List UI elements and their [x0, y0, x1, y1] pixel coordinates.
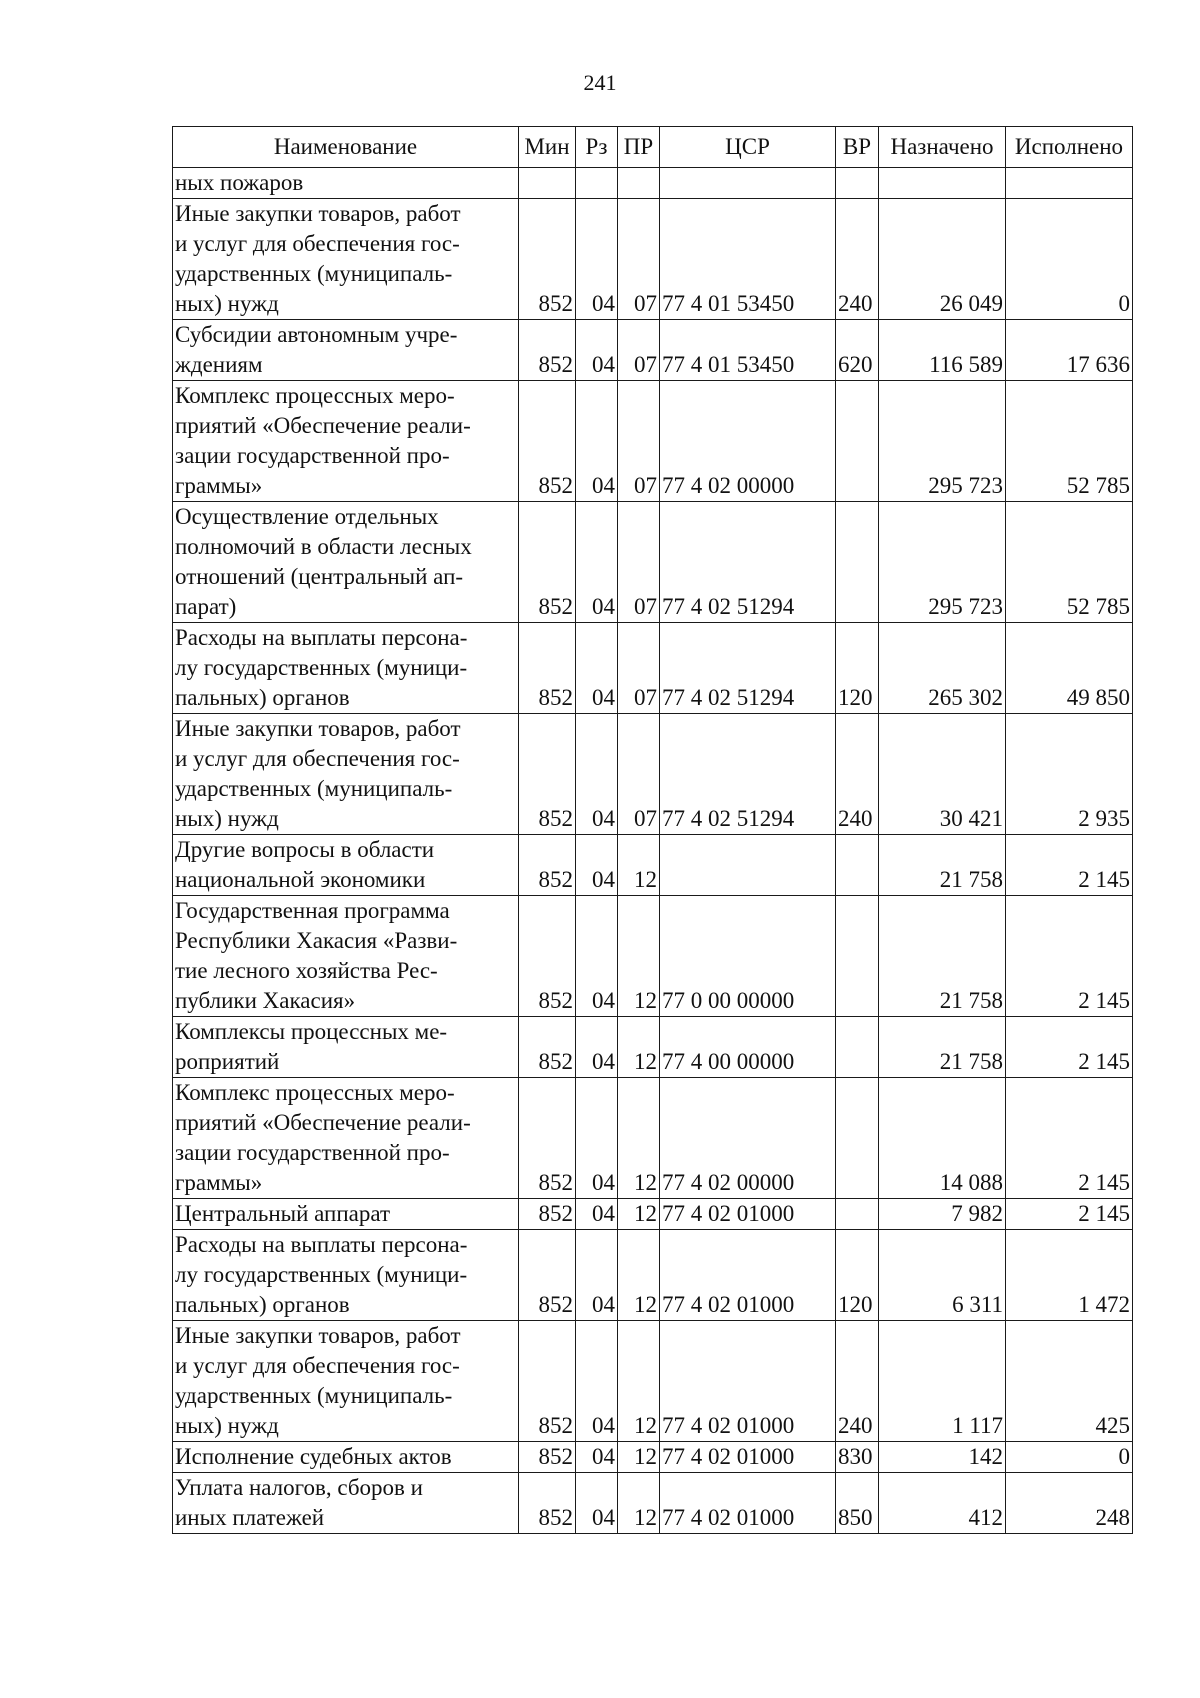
cell-vr: 240	[836, 1321, 879, 1442]
cell-csr: 77 4 02 00000	[660, 381, 836, 502]
cell-min: 852	[519, 714, 576, 835]
cell-csr: 77 4 02 51294	[660, 714, 836, 835]
cell-executed: 0	[1006, 1442, 1133, 1473]
table-row	[173, 1321, 1133, 1442]
cell-vr	[836, 168, 879, 199]
cell-assigned: 116 589	[879, 320, 1006, 381]
cell-name: Осуществление отдельных полномочий в области лесных отношений (центральный ап- парат)	[173, 502, 519, 623]
cell-vr: 240	[836, 199, 879, 320]
cell-executed: 52 785	[1006, 502, 1133, 623]
cell-executed: 49 850	[1006, 623, 1133, 714]
cell-assigned: 21 758	[879, 896, 1006, 1017]
cell-assigned: 6 311	[879, 1230, 1006, 1321]
cell-pr: 12	[618, 835, 660, 896]
cell-min: 852	[519, 896, 576, 1017]
cell-rz: 04	[576, 1442, 618, 1473]
cell-min	[519, 168, 576, 199]
cell-min: 852	[519, 835, 576, 896]
table-row	[173, 835, 1133, 896]
cell-rz: 04	[576, 1078, 618, 1199]
table-row	[173, 199, 1133, 320]
table-row	[173, 714, 1133, 835]
cell-pr: 07	[618, 502, 660, 623]
cell-executed: 17 636	[1006, 320, 1133, 381]
cell-pr	[618, 168, 660, 199]
cell-assigned: 295 723	[879, 381, 1006, 502]
cell-vr	[836, 1078, 879, 1199]
cell-rz: 04	[576, 320, 618, 381]
cell-name: Уплата налогов, сборов и иных платежей	[173, 1473, 519, 1534]
cell-vr	[836, 1017, 879, 1078]
cell-pr: 07	[618, 381, 660, 502]
cell-vr: 830	[836, 1442, 879, 1473]
cell-min: 852	[519, 1442, 576, 1473]
cell-min: 852	[519, 320, 576, 381]
cell-min: 852	[519, 1473, 576, 1534]
cell-executed: 2 935	[1006, 714, 1133, 835]
cell-name: Другие вопросы в области национальной экономики	[173, 835, 519, 896]
cell-min: 852	[519, 1017, 576, 1078]
cell-csr: 77 4 02 01000	[660, 1473, 836, 1534]
cell-name: Исполнение судебных актов	[173, 1442, 519, 1473]
cell-executed: 0	[1006, 199, 1133, 320]
cell-pr: 12	[618, 1017, 660, 1078]
cell-pr: 07	[618, 199, 660, 320]
cell-assigned: 142	[879, 1442, 1006, 1473]
cell-csr	[660, 168, 836, 199]
cell-name: Иные закупки товаров, работ и услуг для обеспечения гос- ударственных (муниципаль- ных) нужд	[173, 1321, 519, 1442]
page-number: 241	[583, 70, 617, 95]
cell-assigned: 21 758	[879, 1017, 1006, 1078]
cell-name: Комплекс процессных меро- приятий «Обеспечение реали- зации государственной про- граммы»	[173, 1078, 519, 1199]
header-csr: ЦСР	[660, 127, 836, 168]
header-pr: ПР	[618, 127, 660, 168]
cell-pr: 07	[618, 320, 660, 381]
header-min: Мин	[519, 127, 576, 168]
cell-assigned: 1 117	[879, 1321, 1006, 1442]
cell-name: Иные закупки товаров, работ и услуг для обеспечения гос- ударственных (муниципаль- ных) нужд	[173, 714, 519, 835]
cell-min: 852	[519, 1078, 576, 1199]
cell-assigned: 30 421	[879, 714, 1006, 835]
cell-min: 852	[519, 381, 576, 502]
cell-vr	[836, 502, 879, 623]
cell-rz: 04	[576, 1017, 618, 1078]
header-rz: Рз	[576, 127, 618, 168]
cell-min: 852	[519, 1199, 576, 1230]
budget-table	[172, 126, 1133, 1534]
cell-name: Комплекс процессных меро- приятий «Обеспечение реали- зации государственной про- граммы»	[173, 381, 519, 502]
cell-csr: 77 4 01 53450	[660, 320, 836, 381]
header-name: Наименование	[173, 127, 519, 168]
cell-rz: 04	[576, 1199, 618, 1230]
cell-assigned	[879, 168, 1006, 199]
cell-rz: 04	[576, 714, 618, 835]
cell-vr	[836, 1199, 879, 1230]
table-row	[173, 1230, 1133, 1321]
cell-pr: 12	[618, 1230, 660, 1321]
cell-pr: 12	[618, 1199, 660, 1230]
cell-assigned: 412	[879, 1473, 1006, 1534]
cell-csr: 77 4 02 01000	[660, 1199, 836, 1230]
cell-rz: 04	[576, 1230, 618, 1321]
header-executed: Исполнено	[1006, 127, 1133, 168]
table-row	[173, 1199, 1133, 1230]
cell-pr: 07	[618, 714, 660, 835]
cell-vr: 120	[836, 1230, 879, 1321]
cell-rz	[576, 168, 618, 199]
table-row	[173, 381, 1133, 502]
cell-csr: 77 4 02 51294	[660, 502, 836, 623]
table-row	[173, 1078, 1133, 1199]
cell-csr: 77 4 02 01000	[660, 1230, 836, 1321]
cell-assigned: 21 758	[879, 835, 1006, 896]
cell-pr: 12	[618, 1078, 660, 1199]
cell-rz: 04	[576, 623, 618, 714]
cell-min: 852	[519, 199, 576, 320]
cell-name: Субсидии автономным учре- ждениям	[173, 320, 519, 381]
cell-assigned: 265 302	[879, 623, 1006, 714]
cell-min: 852	[519, 1230, 576, 1321]
cell-min: 852	[519, 1321, 576, 1442]
cell-csr: 77 4 02 01000	[660, 1442, 836, 1473]
cell-pr: 12	[618, 896, 660, 1017]
cell-min: 852	[519, 502, 576, 623]
cell-rz: 04	[576, 381, 618, 502]
cell-vr: 240	[836, 714, 879, 835]
cell-executed	[1006, 168, 1133, 199]
cell-pr: 07	[618, 623, 660, 714]
cell-assigned: 14 088	[879, 1078, 1006, 1199]
cell-executed: 2 145	[1006, 835, 1133, 896]
table-header-row	[173, 127, 1133, 168]
header-assigned: Назначено	[879, 127, 1006, 168]
cell-name: Государственная программа Республики Хакасия «Разви- тие лесного хозяйства Рес- публики Хакасия»	[173, 896, 519, 1017]
cell-csr: 77 4 02 00000	[660, 1078, 836, 1199]
table-row	[173, 502, 1133, 623]
cell-executed: 2 145	[1006, 1017, 1133, 1078]
cell-executed: 248	[1006, 1473, 1133, 1534]
cell-rz: 04	[576, 199, 618, 320]
cell-min: 852	[519, 623, 576, 714]
cell-assigned: 26 049	[879, 199, 1006, 320]
header-vr: ВР	[836, 127, 879, 168]
cell-executed: 2 145	[1006, 896, 1133, 1017]
cell-rz: 04	[576, 1473, 618, 1534]
cell-vr: 620	[836, 320, 879, 381]
cell-csr: 77 0 00 00000	[660, 896, 836, 1017]
cell-csr: 77 4 02 51294	[660, 623, 836, 714]
cell-name: Иные закупки товаров, работ и услуг для обеспечения гос- ударственных (муниципаль- ных) нужд	[173, 199, 519, 320]
cell-assigned: 295 723	[879, 502, 1006, 623]
cell-vr: 850	[836, 1473, 879, 1534]
cell-pr: 12	[618, 1473, 660, 1534]
table-row	[173, 1473, 1133, 1534]
cell-pr: 12	[618, 1321, 660, 1442]
cell-executed: 425	[1006, 1321, 1133, 1442]
cell-name: Комплексы процессных ме- роприятий	[173, 1017, 519, 1078]
cell-executed: 2 145	[1006, 1078, 1133, 1199]
cell-name: Центральный аппарат	[173, 1199, 519, 1230]
cell-rz: 04	[576, 502, 618, 623]
cell-executed: 1 472	[1006, 1230, 1133, 1321]
cell-name: Расходы на выплаты персона- лу государственных (муници- пальных) органов	[173, 623, 519, 714]
cell-assigned: 7 982	[879, 1199, 1006, 1230]
table-row	[173, 623, 1133, 714]
cell-executed: 2 145	[1006, 1199, 1133, 1230]
cell-executed: 52 785	[1006, 381, 1133, 502]
cell-vr	[836, 896, 879, 1017]
table-body	[173, 168, 1133, 1534]
cell-csr: 77 4 02 01000	[660, 1321, 836, 1442]
cell-csr	[660, 835, 836, 896]
cell-rz: 04	[576, 835, 618, 896]
cell-name: Расходы на выплаты персона- лу государственных (муници- пальных) органов	[173, 1230, 519, 1321]
table-row	[173, 168, 1133, 199]
cell-vr	[836, 381, 879, 502]
table-row	[173, 1442, 1133, 1473]
cell-rz: 04	[576, 1321, 618, 1442]
cell-name: ных пожаров	[173, 168, 519, 199]
cell-vr	[836, 835, 879, 896]
cell-csr: 77 4 00 00000	[660, 1017, 836, 1078]
table-row	[173, 1017, 1133, 1078]
table-row	[173, 320, 1133, 381]
cell-csr: 77 4 01 53450	[660, 199, 836, 320]
table-row	[173, 896, 1133, 1017]
cell-rz: 04	[576, 896, 618, 1017]
cell-vr: 120	[836, 623, 879, 714]
cell-pr: 12	[618, 1442, 660, 1473]
